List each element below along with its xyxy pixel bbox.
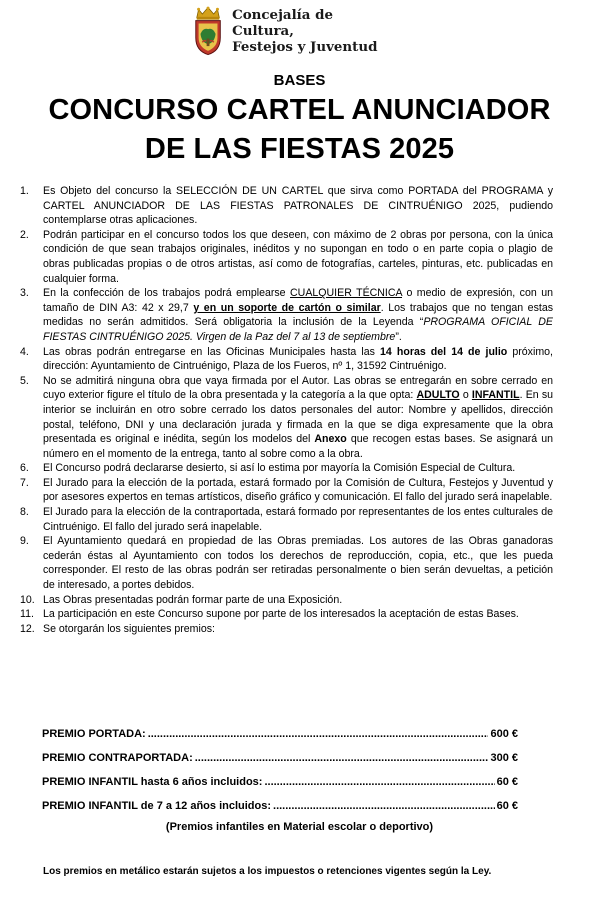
footer-note: Los premios en metálico estarán sujetos a los impuestos o retenciones vigentes según la Ley. bbox=[43, 866, 492, 877]
rule-text: El Concurso podrá declararse desierto, si así lo estima por mayoría la Comisión Especial de Cultura. bbox=[43, 462, 516, 475]
rule-item bbox=[0, 593, 599, 608]
document-title-line-2: DE LAS FIESTAS 2025 bbox=[144, 133, 455, 165]
prize-label: PREMIO INFANTIL hasta 6 años incluidos: bbox=[42, 776, 263, 788]
rule-text: 14 horas del 14 de julio bbox=[380, 345, 508, 358]
rule-text: o medio de expresión, con un tamaño de DIN A3: 42 x 29,7 bbox=[43, 287, 553, 314]
rule-item bbox=[0, 461, 599, 476]
prize-row bbox=[42, 776, 518, 800]
rule-item bbox=[0, 505, 599, 534]
rule-item bbox=[0, 476, 599, 505]
rule-text: ”. bbox=[395, 330, 402, 343]
document-subtitle: BASES bbox=[273, 72, 326, 89]
rule-text: ADULTO bbox=[416, 389, 460, 402]
prize-label: PREMIO PORTADA: bbox=[42, 728, 146, 740]
rule-item bbox=[0, 286, 599, 344]
rule-text: Las obras podrán entregarse en las Oficinas Municipales hasta las bbox=[43, 345, 381, 358]
dot-leader bbox=[195, 752, 489, 764]
prize-amount: 600 € bbox=[490, 728, 518, 740]
rule-number: 11. bbox=[20, 608, 34, 621]
rule-number: 4. bbox=[20, 345, 29, 358]
rule-text: PROGRAMA OFICIAL DE FIESTAS CINTRUÉNIGO 2025. Virgen de la Paz del 7 al 13 de septiembre bbox=[43, 316, 553, 343]
dot-leader bbox=[148, 728, 489, 740]
dot-leader bbox=[273, 800, 495, 812]
rule-text: En la confección de los trabajos podrá emplearse bbox=[43, 287, 291, 300]
rule-text: El Jurado para la elección de la portada, estará formado por la Comisión de Cultura, Festejos y Juventud y por asesores expertos en temas artísticos, diseño gráfico y comunicación. El fallo del jurado será inapelable. bbox=[43, 476, 553, 504]
rule-number: 8. bbox=[20, 506, 29, 519]
rule-text: No se admitirá ninguna obra que vaya firmada por el Autor. Las obras se entregarán en sobre cerrado en cuyo exterior figure el título de la obra presentada y la categoría a la que opta: bbox=[43, 374, 553, 402]
rule-item bbox=[0, 184, 599, 228]
rule-number: 9. bbox=[20, 535, 29, 548]
rule-text: . En su interior se incluirán en otro sobre cerrado los datos personales del autor: Nombre y apellidos, dirección postal, teléfono, DNI y una declaración jurada y firmada en la que se diga expresamente que la obra presentada es original e inédita, según los modelos del bbox=[43, 389, 554, 446]
prize-label: PREMIO CONTRAPORTADA: bbox=[42, 752, 193, 764]
prize-row bbox=[42, 728, 518, 752]
rule-text: Se otorgarán los siguientes premios: bbox=[43, 622, 215, 635]
rule-item bbox=[0, 607, 599, 622]
dot-leader bbox=[264, 776, 494, 788]
rule-item bbox=[0, 228, 599, 286]
prize-amount: 60 € bbox=[496, 776, 518, 788]
prize-amount: 60 € bbox=[496, 800, 518, 812]
prizes-list bbox=[42, 728, 518, 824]
rule-text: Es Objeto del concurso la SELECCIÓN DE UN CARTEL que sirva como PORTADA del PROGRAMA y CARTEL ANUNCIADOR DE LAS FIESTAS PATRONALES DE CINTRUÉNIGO 2025, pudiendo contemplarse otras aplicaciones. bbox=[43, 185, 553, 227]
rule-item bbox=[0, 374, 599, 462]
rule-text: . Los trabajos que no tengan estas medidas no serán admitidos. Será obligatoria la inclusión de la Leyenda “ bbox=[43, 301, 554, 329]
rule-number: 5. bbox=[20, 374, 29, 387]
prize-label: PREMIO INFANTIL de 7 a 12 años incluidos: bbox=[42, 800, 272, 812]
header-line-1: Concejalía de Cultura, bbox=[232, 7, 333, 39]
rule-number: 7. bbox=[20, 476, 29, 489]
rule-text: CUALQUIER TÉCNICA bbox=[290, 287, 403, 300]
rule-item bbox=[0, 345, 599, 374]
header-line-2: Festejos y Juventud bbox=[232, 39, 378, 55]
rule-text: La participación en este Concurso supone por parte de los interesados la aceptación de estas Bases. bbox=[43, 608, 519, 621]
rule-text: El Ayuntamiento quedará en propiedad de las Obras premiadas. Los autores de las Obras ganadoras cederán éstas al Ayuntamiento con todos los derechos de reproducción, copia, etc., que les pueda corresponder. El resto de las obras podrán ser retiradas personalmente o bien serán devueltas, a petición de interesado, a portes debidos. bbox=[43, 535, 553, 592]
rule-text: El Jurado para la elección de la contraportada, estará formado por representantes de los entes culturales de Cintruénigo. El fallo del jurado será inapelable. bbox=[43, 506, 553, 533]
rule-number: 2. bbox=[20, 228, 29, 241]
rules-list bbox=[0, 184, 599, 636]
rule-text: y en un soporte de cartón o similar bbox=[193, 301, 381, 314]
header-text bbox=[232, 7, 390, 55]
rule-number: 6. bbox=[20, 462, 29, 475]
rule-number: 3. bbox=[20, 287, 29, 300]
rule-text: próximo, dirección: Ayuntamiento de Cintruénigo, Plaza de los Fueros, nº 1, 31592 Cintruénigo. bbox=[43, 345, 553, 373]
prize-note: (Premios infantiles en Material escolar o deportivo) bbox=[165, 821, 434, 833]
header-logo-block bbox=[192, 2, 390, 60]
rule-text: Anexo bbox=[314, 433, 347, 446]
rule-text: que recogen estas bases. Se asignará un número en el momento de la entrega, tanto al sobre como a la obra. bbox=[43, 433, 553, 460]
rule-number: 1. bbox=[20, 185, 29, 197]
rule-text: INFANTIL bbox=[471, 389, 520, 402]
rule-number: 12. bbox=[20, 622, 35, 635]
prize-row bbox=[42, 752, 518, 776]
rule-text: Las Obras presentadas podrán formar parte de una Exposición. bbox=[43, 593, 343, 606]
rule-text: o bbox=[459, 389, 472, 402]
rule-item bbox=[0, 534, 599, 592]
document-title-line-1: CONCURSO CARTEL ANUNCIADOR bbox=[48, 94, 551, 126]
rule-number: 10. bbox=[20, 593, 35, 606]
rule-item bbox=[0, 622, 599, 637]
rule-text: Podrán participar en el concurso todos los que deseen, con máximo de 2 obras por persona, con la única condición de que sean trabajos originales, inéditos y no supongan en todo o en parte copia o plagio de obras publicadas propias o de otros artistas, así como de fotografías, carteles, pinturas, etc. publicadas en cualquier forma. bbox=[43, 228, 553, 285]
crest-icon bbox=[192, 5, 224, 57]
prize-amount: 300 € bbox=[490, 752, 518, 764]
